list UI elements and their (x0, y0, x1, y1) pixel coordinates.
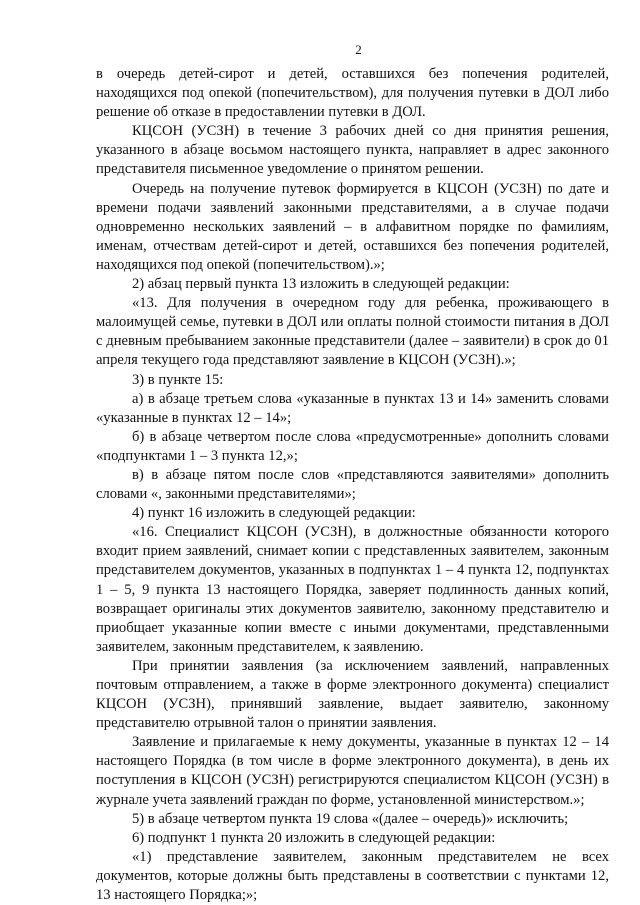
page-number: 2 (355, 42, 362, 57)
paragraph: «1) представление заявителем, законным представителем не всех документов, которые должны быть представлены в соответствии с пунктами 12, 13 настоящего Порядка;»; (96, 848, 609, 904)
paragraph: 4) пункт 16 изложить в следующей редакции: (132, 505, 416, 522)
paragraph: б) в абзаце четвертом после слова «предусмотренные» дополнить словами «подпунктами 1 – 3 пункта 12,»; (96, 428, 609, 464)
paragraph: 6) подпункт 1 пункта 20 изложить в следующей редакции: (132, 829, 496, 846)
paragraph: КЦСОН (УСЗН) в течение 3 рабочих дней со дня принятия решения, указанного в абзаце восьмом настоящего пункта, направляет в адрес законного представителя письменное уведомление о принятом решении. (96, 123, 609, 178)
paragraph: «13. Для получения в очередном году для ребенка, проживающего в малоимущей семье, путевки в ДОЛ или оплаты полной стоимости питания в ДОЛ с дневным пребыванием законные представители (далее – заявители) в срок до 01 апреля текущего года представляют заявление в КЦСОН (УСЗН).»; (96, 295, 609, 369)
paragraph: При принятии заявления (за исключением заявлений, направленных почтовым отправлением, а также в форме электронного документа) специалист КЦСОН (УСЗН), принявший заявление, выдает заявителю, законному представителю отрывной талон о принятии заявления. (96, 657, 609, 732)
paragraph: Заявление и прилагаемые к нему документы, указанные в пунктах 12 – 14 настоящего Порядка (в том числе в форме электронного документа), в день их поступления в КЦСОН (УСЗН) регистрируются специалистом КЦСОН (УСЗН) в журнале учета заявлений граждан по форме, установленной министерством.»; (96, 734, 609, 808)
paragraph: «16. Специалист КЦСОН (УСЗН), в должностные обязанности которого входит прием заявлений, снимает копии с представленных заявителем, законным представителем документов, указанных в подпунктах 1 – 4 пункта 12, подпунктах 1 – 5, 9 пункта 13 настоящего Порядка, заверяет подлинность данных копий, возвращает оригиналы этих документов заявителю, законному представителю и приобщает указанные копии вместе с иными документами, представленными заявителем, законным представителем, к заявлению. (96, 524, 609, 655)
paragraph: в) в абзаце пятом после слов «представляются заявителями» дополнить словами «, законными представителями»; (96, 466, 609, 503)
paragraph: 2) абзац первый пункта 13 изложить в следующей редакции: (132, 276, 510, 293)
paragraph: Очередь на получение путевок формируется в КЦСОН (УСЗН) по дате и времени подачи заявлений законными представителями, а в случае подачи одновременно нескольких заявлений – в алфавитном порядке по фамилиям, именам, отчествам детей-сирот и детей, оставшихся без попечения родителей, находящихся под опекой (попечительством).»; (96, 180, 609, 273)
paragraph: в очередь детей-сирот и детей, оставшихся без попечения родителей, находящихся под опекой (попечительством), для получения путевки в ДОЛ либо решение об отказе в предоставлении путевки в ДОЛ. (96, 66, 609, 121)
paragraph: 5) в абзаце четвертом пункта 19 слова «(далее – очередь)» исключить; (132, 810, 569, 827)
paragraph: 3) в пункте 15: (132, 371, 224, 388)
paragraph: а) в абзаце третьем слова «указанные в пунктах 13 и 14» заменить словами «указанные в пунктах 12 – 14»; (96, 390, 609, 426)
document-body (96, 65, 609, 905)
